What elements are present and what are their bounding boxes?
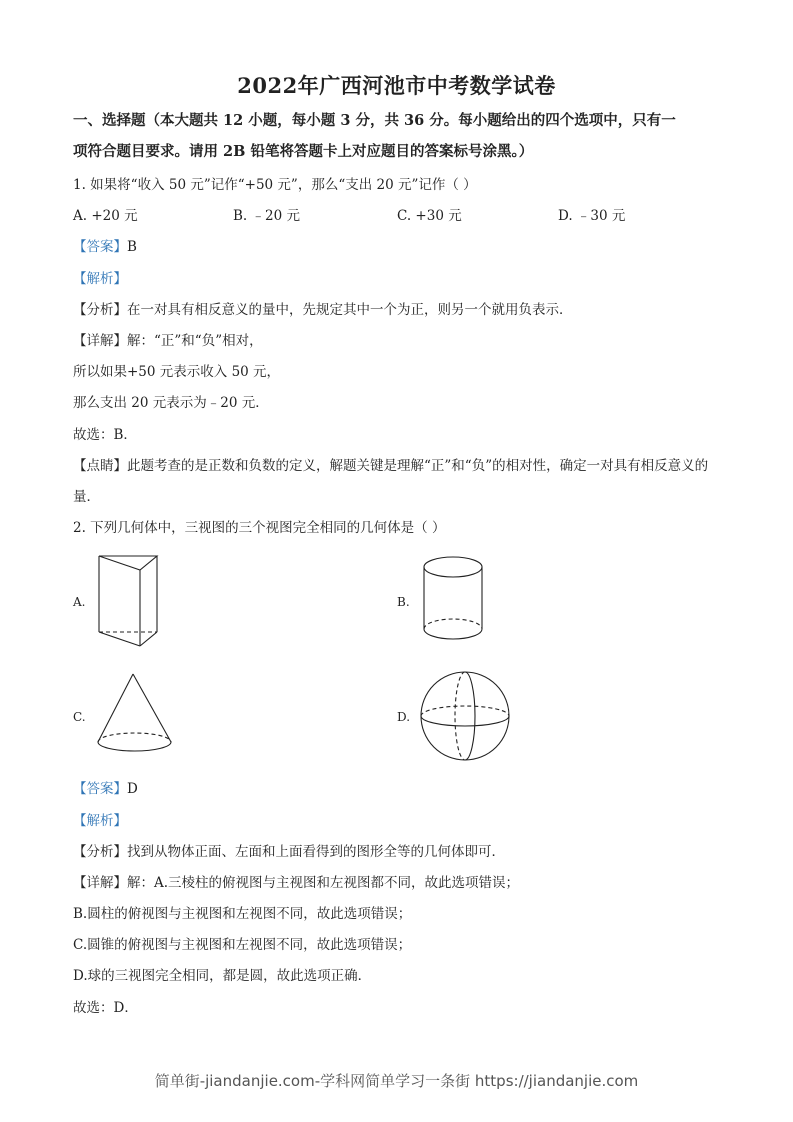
q1-option-a: A. +20 元 <box>73 208 138 224</box>
analysis-tag: 【解析】 <box>73 813 127 829</box>
cone-figure <box>95 672 175 757</box>
fenxi-text: 在一对具有相反意义的量中，先规定其中一个为正，则另一个就用负表示． <box>127 302 573 318</box>
q1-option-b: B. ﹣20 元 <box>233 208 300 224</box>
q1-analysis-tag <box>73 267 127 287</box>
q2-figure-label-c: C. <box>73 710 86 724</box>
q2-figure-label-a: A. <box>73 595 86 609</box>
q1-option-c: C. +30 元 <box>397 208 462 224</box>
q2-fenxi <box>73 840 505 860</box>
section-heading-line2: 项符合题目要求。请用 2B 铅笔将答题卡上对应题目的答案标号涂黑。） <box>73 143 534 160</box>
q2-xiangjie-1 <box>73 871 519 891</box>
fenxi-text: 找到从物体正面、左面和上面看得到的图形全等的几何体即可． <box>127 844 505 860</box>
page-title: 2022年广西河池市中考数学试卷 <box>237 73 556 98</box>
q1-xiangjie-4: 故选：B． <box>73 427 137 443</box>
q2-stem: 2. 下列几何体中，三视图的三个视图完全相同的几何体是（ ） <box>73 520 446 536</box>
q1-stem: 1. 如果将“收入 50 元”记作“+50 元”，那么“支出 20 元”记作（ ） <box>73 177 477 193</box>
xiangjie-text: 解：A.三棱柱的俯视图与主视图和左视图都不同，故此选项错误； <box>127 875 520 891</box>
q2-xiangjie-5: 故选：D． <box>73 1000 138 1016</box>
section-heading-line1: 一、选择题（本大题共 12 小题，每小题 3 分，共 36 分。每小题给出的四个选项中，只有一 <box>73 112 676 129</box>
q1-option-d: D. ﹣30 元 <box>558 208 626 224</box>
cylinder-figure <box>422 555 484 645</box>
sphere-figure <box>419 670 511 762</box>
q2-figure-label-d: D. <box>397 710 411 724</box>
fenxi-tag: 【分析】 <box>73 302 127 318</box>
fenxi-tag: 【分析】 <box>73 844 127 860</box>
q2-xiangjie-4: D.球的三视图完全相同，都是圆，故此选项正确． <box>73 968 372 984</box>
xiangjie-tag: 【详解】 <box>73 875 127 891</box>
q2-xiangjie-2: B.圆柱的俯视图与主视图和左视图不同，故此选项错误； <box>73 906 412 922</box>
q2-figure-label-b: B. <box>397 595 410 609</box>
analysis-tag: 【解析】 <box>73 271 127 287</box>
footer-watermark: 简单街-jiandanjie.com-学科网简单学习一条街 https://jiandanjie.com <box>154 1072 639 1090</box>
q1-fenxi <box>73 298 573 318</box>
q1-xiangjie-1 <box>73 329 263 349</box>
dianjing-text: 此题考查的是正数和负数的定义，解题关键是理解“正”和“负”的相对性，确定一对具有相反意义的 <box>127 458 709 474</box>
q2-answer <box>73 777 138 797</box>
answer-tag: 【答案】 <box>73 239 127 255</box>
triangular-prism-figure <box>95 552 165 652</box>
xiangjie-tag: 【详解】 <box>73 333 127 349</box>
q2-xiangjie-3: C.圆锥的俯视图与主视图和左视图不同，故此选项错误； <box>73 937 412 953</box>
q1-dianjing-1 <box>73 454 708 474</box>
dianjing-tag: 【点睛】 <box>73 458 127 474</box>
answer-tag: 【答案】 <box>73 781 127 797</box>
q1-answer <box>73 235 137 255</box>
q1-dianjing-2: 量． <box>73 489 100 505</box>
answer-value: D <box>127 781 138 797</box>
xiangjie-text: 解：“正”和“负”相对， <box>127 333 263 349</box>
q2-analysis-tag <box>73 809 127 829</box>
q1-xiangjie-2: 所以如果+50 元表示收入 50 元， <box>73 364 281 380</box>
answer-value: B <box>127 239 137 255</box>
q1-xiangjie-3: 那么支出 20 元表示为﹣20 元． <box>73 395 269 411</box>
